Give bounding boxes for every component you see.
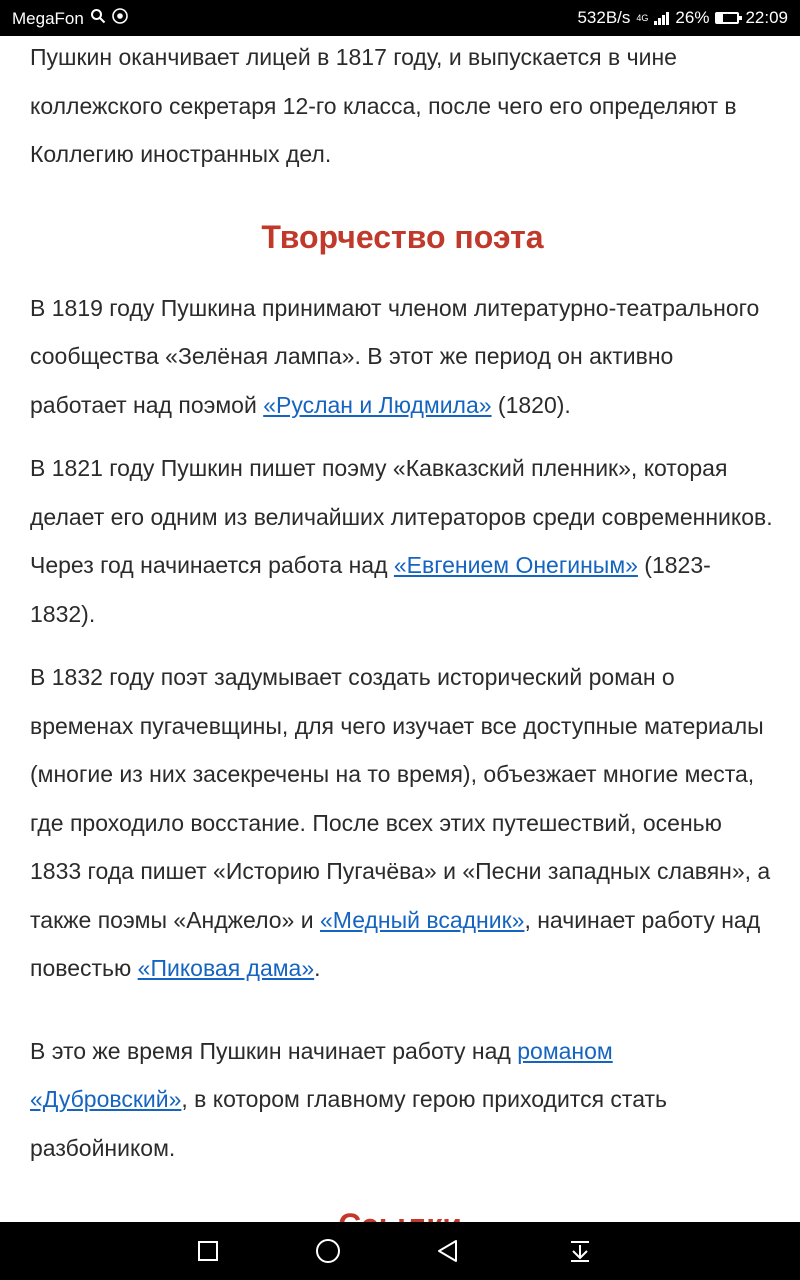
paragraph-text: (1820). (491, 391, 571, 418)
link-dubrovskiy[interactable]: романом «Дубровский» (30, 1037, 613, 1112)
link-evgeniy-onegin[interactable]: «Евгением Онегиным» (393, 552, 638, 578)
chrome-icon (112, 8, 128, 29)
link-pikovaya-dama[interactable]: «Пиковая дама» (137, 955, 315, 981)
signal-icon (654, 11, 669, 25)
article-content (30, 36, 775, 1187)
network-type: 4G (636, 12, 649, 23)
paragraph-text: В 1821 году Пушкин пишет поэму «Кавказский пленник», которая делает его одним из величайших литераторов среди современников. Через год начинается работа над (30, 455, 773, 578)
paragraph-text: (1823-1832). (30, 552, 711, 627)
home-icon[interactable] (313, 1236, 343, 1266)
paragraph-text: . (314, 955, 321, 981)
search-icon (90, 8, 106, 29)
back-icon[interactable] (433, 1236, 463, 1266)
paragraph-text: В 1819 году Пушкина принимают членом литературно-театрального сообщества «Зелёная лампа». В этот же период он активно работает над поэмой (30, 294, 760, 418)
recent-apps-icon[interactable] (193, 1236, 223, 1266)
paragraph-4 (30, 1027, 775, 1173)
navigation-bar (0, 1222, 800, 1280)
clock: 22:09 (745, 8, 788, 27)
paragraph-2 (30, 444, 775, 638)
intro-paragraph: Пушкин оканчивает лицей в 1817 году, и выпускается в чине коллежского секретаря 12-го класса, после чего его определяют в Коллегию иностранных дел. (30, 44, 737, 167)
paragraph-3 (30, 653, 775, 993)
section-title: Творчество поэта (261, 218, 544, 255)
battery-charging-icon: + (715, 12, 739, 24)
carrier-name: MegaFon (12, 8, 84, 28)
paragraph-text: В это же время Пушкин начинает работу над (30, 1037, 518, 1064)
paragraph-1 (30, 284, 775, 430)
paragraph-text: , начинает работу над повестью (30, 906, 761, 981)
paragraph-text: В 1832 году поэт задумывает создать исторический роман о временах пугачевщины, для чего изучает все доступные материалы (многие из них засекречены на то время), объезжает многие места, где проходило восстание. После всех этих путешествий, осенью 1833 года пишет «Историю Пугачёва» и «Песни западных славян», а также поэмы «Анджело» и (30, 664, 771, 933)
network-speed: 532B/s (577, 8, 631, 27)
link-ruslan-i-lyudmila[interactable]: «Руслан и Людмила» (263, 391, 492, 418)
paragraph-text: , в котором главному герою приходится стать разбойником. (30, 1086, 668, 1161)
status-bar (0, 0, 800, 36)
notification-pull-icon[interactable] (565, 1236, 595, 1266)
battery-percent: 26% (675, 8, 710, 27)
link-medniy-vsadnik[interactable]: «Медный всадник» (319, 906, 525, 933)
